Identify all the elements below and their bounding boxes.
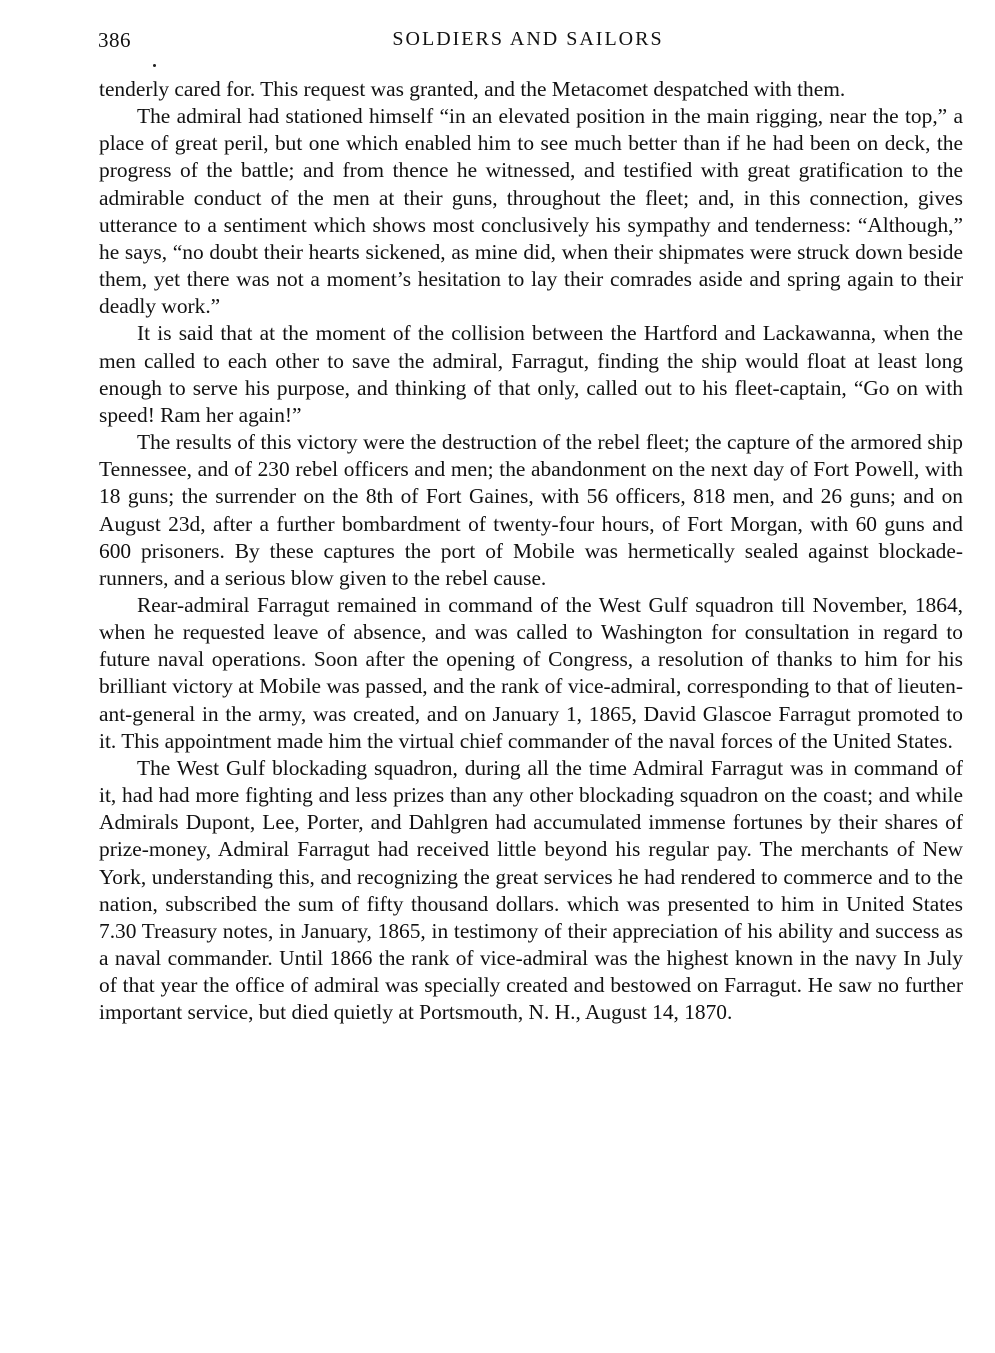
paragraph-victory-results: The results of this victory were the destruction of the rebel fleet; the capture of the armored ship Tennessee, and of 230 rebel officers and men; the abandonment on the next day of Fort Powell, with 18 guns; the surrender on the 8th of Fort Gaines, with 56 officers, 818 men, and 26 guns; and on August 23d, after a further bombardment of twenty-four hours, of Fort Morgan, with 60 guns and 600 prisoners. By these captures the port of Mobile was hermetically sealed against blockade-runners, and a serious blow given to the rebel cause. (99, 430, 963, 590)
body-text (99, 76, 963, 1026)
page-number: 386 (98, 28, 131, 52)
paragraph-vice-admiral: Rear-admiral Farragut remained in command of the West Gulf squadron till November, 1864, when he requested leave of absence, and was called to Washington for consultation in regard to future naval operations. Soon after the opening of Congress, a resolution of thanks to him for his brilliant victory at Mobile was passed, and the rank of vice-admiral, corresponding to that of lieutenant-general in the army, was created, and on January 1, 1865, David Glascoe Farragut promoted to it. This appointment made him the virtual chief commander of the naval forces of the United States. (99, 592, 963, 753)
print-speck (153, 64, 156, 67)
page-header (98, 28, 958, 58)
paragraph-admiral-position: The admiral had stationed himself “in an elevated position in the main rigging, near the top,” a place of great peril, but one which enabled him to see much better than if he had been on deck, the progress of the battle; and from thence he witnessed, and testified with great gratification to the admirable conduct of the men at their guns, throughout the fleet; and, in this connection, gives utterance to a sentiment which shows most conclusively his sympathy and tenderness: “Although,” he says, “no doubt their hearts sickened, as mine did, when their shipmates were struck down beside them, yet there was not a moment’s hesitation to lay their comrades aside and spring again to their deadly work.” (99, 104, 963, 319)
paragraph-continuation: tenderly cared for. This request was granted, and the Metacomet despatched with them. (99, 77, 846, 101)
running-head: SOLDIERS AND SAILORS (392, 28, 664, 50)
paragraph-west-gulf-squadron: The West Gulf blockading squadron, during all the time Admiral Farragut was in command of it, had had more fighting and less prizes than any other blockading squadron on the coast; and while Admirals Dupont, Lee, Porter, and Dahlgren had accumulated immense fortunes by their shares of prize-money, Admiral Farragut had received little beyond his regular pay. The merchants of New York, understanding this, and recognizing the great services he had rendered to commerce and to the nation, subscribed the sum of fifty thousand dollars. which was presented to him in United States 7.30 Treasury notes, in January, 1865, in testimony of their appreciation of his ability and success as a naval commander. Until 1866 the rank of vice-admiral was the highest known in the navy In July of that year the office of admiral was specially created and bestowed on Farragut. He saw no further important service, but died quietly at Portsmouth, N. H., August 14, 1870. (99, 755, 963, 1025)
paragraph-collision: It is said that at the moment of the collision between the Hartford and Lackawanna, when the men called to each other to save the admiral, Farragut, finding the ship would float at least long enough to serve his purpose, and thinking of that only, called out to his fleet-captain, “Go on with speed! Ram her again!” (99, 321, 963, 427)
